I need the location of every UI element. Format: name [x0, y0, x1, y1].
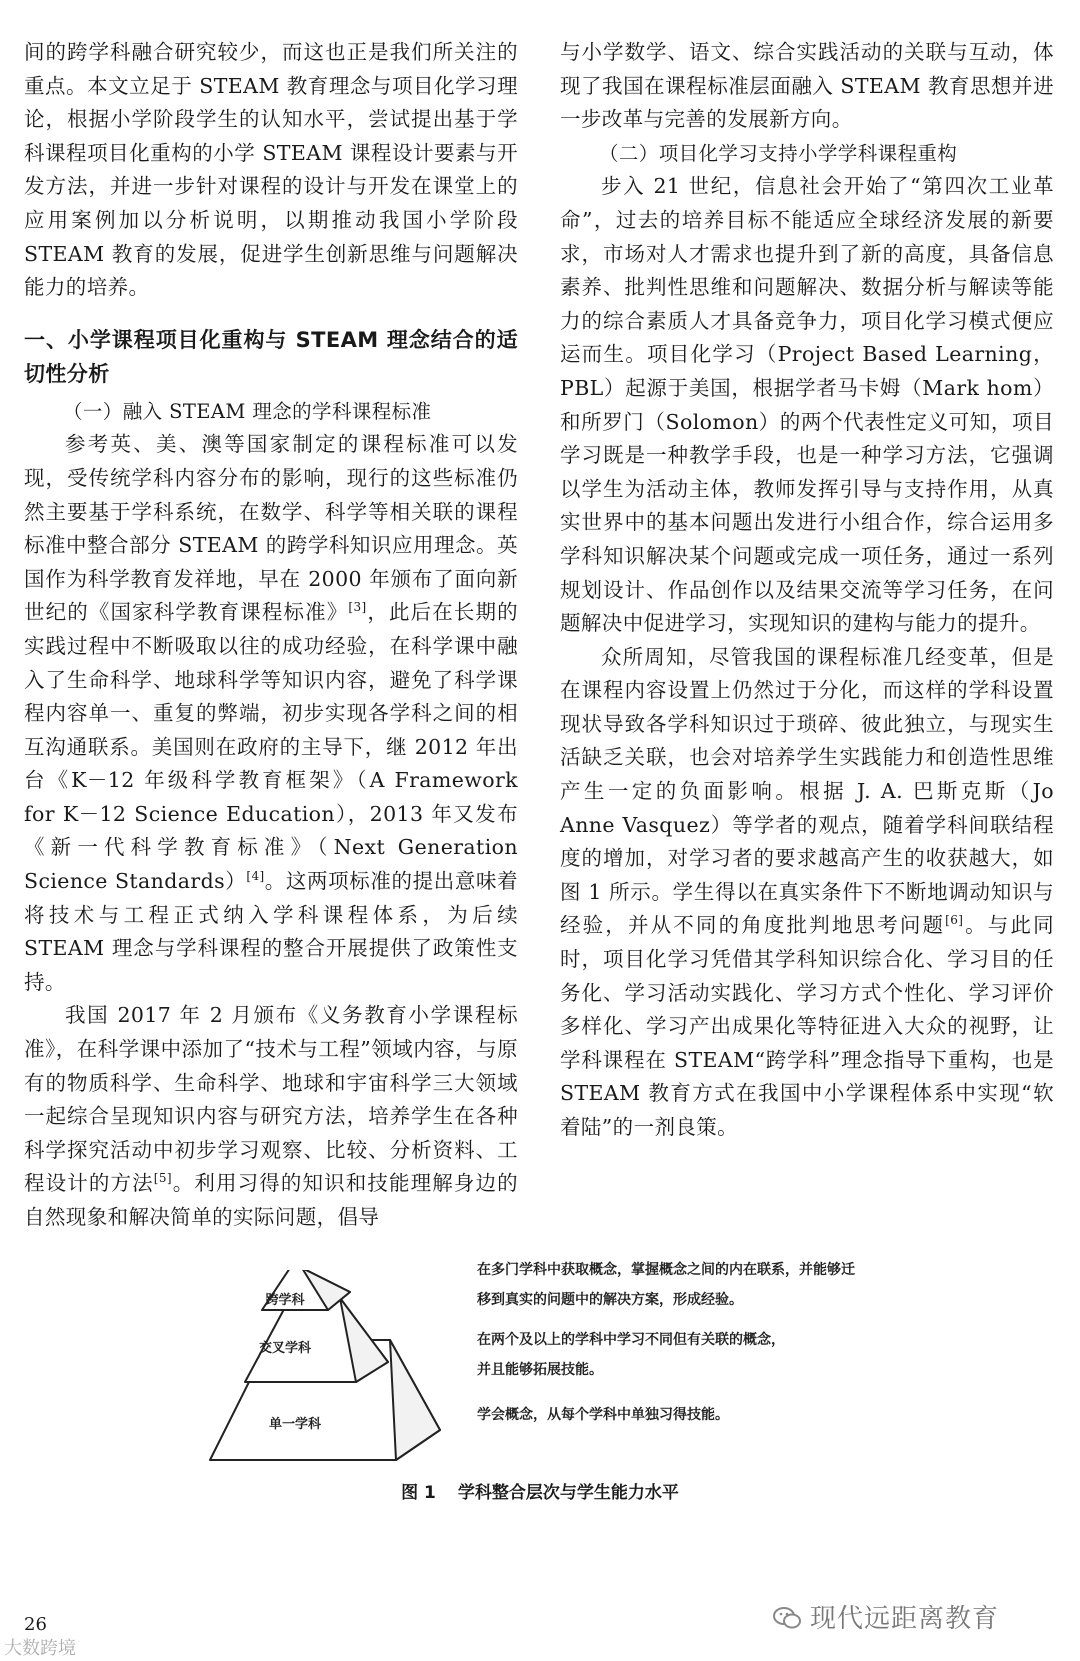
caption-label: 图 1 — [401, 1483, 436, 1503]
text-run: 我国 2017 年 2 月颁布《义务教育小学课程标准》，在科学课中添加了“技术与工程”领域内容，与原有的物质科学、生命科学、地球和宇宙科学三大领域一起综合呈现知识内容与研究方法，培养学生在各种科学探究活动中初步学习观察、比较、分析资料、工程设计的方法 — [24, 1003, 518, 1196]
figure-desc-top — [477, 1255, 855, 1315]
text-run: 众所周知，尽管我国的课程标准几经变革，但是在课程内容设置上仍然过于分化，而这样的学科设置现状导致各学科知识过于琐碎、彼此独立，与现实生活缺乏关联，也会对培养学生实践能力和创造性思维产生一定的负面影响。根据 J. A. 巴斯克斯（Jo Anne Vasquez）等学者的观点，随着学科间联结程度的增加，对学习者的要求越高产生的收获越大，如图 1 所示。学生得以在真实条件下不断地调动知识与经验，并从不同的角度批判地思考问题 — [560, 644, 1054, 938]
paragraph: 与小学数学、语文、综合实践活动的关联与互动，体现了我国在课程标准层面融入 STEAM 教育思想并进一步改革与完善的发展新方向。 — [560, 40, 1054, 132]
level-label-top: 跨学科 — [265, 1293, 305, 1308]
left-column — [24, 36, 518, 1235]
paragraph: 间的跨学科融合研究较少，而这也正是我们所关注的重点。本文立足于 STEAM 教育理念与项目化学习理论，根据小学阶段学生的认知水平，尝试提出基于学科课程项目化重构的小学 STEAM 课程设计要素与开发方法，并进一步针对课程的设计与开发在课堂上的应用案例加以分析说明，以期推动我国小学阶段 STEAM 教育的发展，促进学生创新思维与问题解决能力的培养。 — [24, 40, 518, 300]
figure-1 — [200, 1262, 1000, 1470]
level-label-bottom: 单一学科 — [268, 1417, 322, 1432]
level-label-middle: 交叉学科 — [258, 1341, 312, 1356]
section-title: 一、小学课程项目化重构与 STEAM 理念结合的适切性分析 — [24, 327, 518, 386]
citation: [4] — [246, 869, 265, 884]
watermark-text: 现代远距离教育 — [810, 1604, 1000, 1634]
subsection-title: （二）项目化学习支持小学学科课程重构 — [599, 141, 958, 165]
page-number: 26 — [24, 1614, 47, 1635]
paragraph: 步入 21 世纪，信息社会开始了“第四次工业革命”，过去的培养目标不能适应全球经济发展的新要求，市场对人才需求也提升到了新的高度，具备信息素养、批判性思维和问题解决、数据分析与解读等能力的综合素质人才具备竞争力，项目化学习模式便应运而生。项目化学习（Project Based Learning，PBL）起源于美国，根据学者马卡姆（Mark hom）和所罗门（Solomon）的两个代表性定义可知，项目学习既是一种教学手段，也是一种学习方法，它强调以学生为活动主体，教师发挥引导与支持作用，从真实世界中的基本问题出发进行小组合作，综合运用多学科知识解决某个问题或完成一项任务，通过一系列规划设计、作品创作以及结果交流等学习任务，在问题解决中促进学习，实现知识的建构与能力的提升。 — [560, 174, 1054, 636]
text-run: 。与此同时，项目化学习凭借其学科知识综合化、学习目的任务化、学习活动实践化、学习方式个性化、学习评价多样化、学习产出成果化等特征进入大众的视野，让学科课程在 STEAM“跨学科”理念指导下重构，也是 STEAM 教育方式在我国中小学课程体系中实现“软着陆”的一剂良策。 — [560, 913, 1054, 1139]
text-run: 。这两项标准的提出意味着将技术与工程正式纳入学科课程体系，为后续 STEAM 理念与学科课程的整合开展提供了政策性支持。 — [24, 869, 518, 994]
tier-bottom-side — [390, 1340, 440, 1460]
wechat-icon — [772, 1605, 802, 1631]
paragraph — [560, 641, 1054, 1145]
figure-desc-middle — [477, 1325, 785, 1385]
desc-line: 在多门学科中获取概念，掌握概念之间的内在联系，并能够迁 — [477, 1262, 855, 1278]
citation: [6] — [945, 913, 964, 928]
pyramid-diagram — [200, 1270, 520, 1470]
caption-text: 学科整合层次与学生能力水平 — [457, 1483, 679, 1503]
figure-caption — [0, 1478, 1080, 1503]
desc-line: 在两个及以上的学科中学习不同但有关联的概念， — [477, 1332, 785, 1348]
paragraph — [24, 428, 518, 999]
citation: [3] — [348, 600, 367, 615]
text-run: 。利用习得的知识和技能理解身边的自然现象和解决简单的实际问题，倡导 — [24, 1171, 518, 1229]
right-column — [560, 36, 1054, 1145]
watermark-left: 大数跨境 — [4, 1638, 76, 1659]
desc-line: 并且能够拓展技能。 — [477, 1362, 603, 1378]
paragraph — [24, 999, 518, 1234]
subsection-title: （一）融入 STEAM 理念的学科课程标准 — [63, 399, 432, 423]
citation: [5] — [153, 1171, 172, 1186]
desc-line: 学会概念，从每个学科中单独习得技能。 — [477, 1407, 729, 1423]
desc-line: 移到真实的问题中的解决方案，形成经验。 — [477, 1292, 743, 1308]
watermark-right — [772, 1598, 999, 1635]
text-run: ，此后在长期的实践过程中不断吸取以往的成功经验，在科学课中融入了生命科学、地球科学等知识内容，避免了科学课程内容单一、重复的弊端，初步实现各学科之间的相互沟通联系。美国则在政府的主导下，继 2012 年出台《K－12 年级科学教育框架》（A Framework for K－12 Science Education），2013 年又发布《新一代科学教育标准》（Next Generation Science Standards） — [24, 600, 518, 894]
text-run: 参考英、美、澳等国家制定的课程标准可以发现，受传统学科内容分布的影响，现行的这些标准仍然主要基于学科系统，在数学、科学等相关联的课程标准中整合部分 STEAM 的跨学科知识应用理念。英国作为科学教育发祥地，早在 2000 年颁布了面向新世纪的《国家科学教育课程标准》 — [24, 432, 518, 625]
figure-desc-bottom — [477, 1400, 729, 1430]
